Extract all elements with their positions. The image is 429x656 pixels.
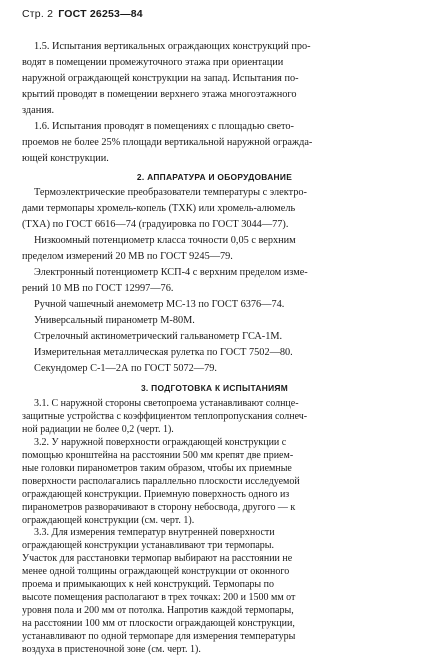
page-header xyxy=(22,8,143,20)
text-line: ограждающей конструкции (см. черт. 1). xyxy=(22,514,195,526)
text-line: 1.5. Испытания вертикальных ограждающих конструкций про- xyxy=(34,41,311,52)
text-line: Секундомер С-1—2А по ГОСТ 5072—79. xyxy=(34,363,217,374)
text-line: водят в помещении промежуточного этажа при ориентации xyxy=(22,57,284,68)
text-line: 3.3. Для измерения температур внутренней поверхности xyxy=(34,527,275,539)
text-line: устанавливают по одной термопаре для измерения температуры xyxy=(22,631,296,643)
standard-number: ГОСТ 26253—84 xyxy=(58,8,143,20)
section-heading-equipment: 2. АППАРАТУРА И ОБОРУДОВАНИЕ xyxy=(136,172,293,182)
text-line: (ТХА) по ГОСТ 6616—74 (градуировка по ГОСТ 3044—77). xyxy=(22,219,289,230)
text-line: крытий проводят в помещении верхнего этажа многоэтажного xyxy=(22,89,297,100)
text-line: рений 10 МВ по ГОСТ 12997—76. xyxy=(22,283,174,294)
text-line: проема и примыкающих к ней конструкций. Термопары по xyxy=(22,579,274,591)
text-line: ной радиации не более 0,2 (черт. 1). xyxy=(22,423,174,435)
section-heading-preparation: 3. ПОДГОТОВКА К ИСПЫТАНИЯМ xyxy=(140,383,289,393)
text-line: Ручной чашечный анемометр МС-13 по ГОСТ 6376—74. xyxy=(34,299,285,310)
text-line: пиранометров разворачивают в сторону небосвода, другого — к xyxy=(22,501,296,513)
text-line: Стрелочный актинометрический гальванометр ГСА-1М. xyxy=(34,331,283,342)
text-line: 1.6. Испытания проводят в помещениях с площадью свето- xyxy=(34,121,294,132)
text-line: дами термопары хромель-копель (ТХК) или хромель-алюмель xyxy=(22,203,296,214)
text-line: высоте помещения располагают в трех точках: 200 и 1500 мм от xyxy=(22,592,296,604)
text-line: менее одной толщины ограждающей конструкции от оконного xyxy=(22,566,290,578)
text-line: поверхности располагались параллельно плоскости исследуемой xyxy=(22,475,300,487)
text-line: ные головки пиранометров таким образом, чтобы их приемные xyxy=(22,462,292,474)
text-line: ющей конструкции. xyxy=(22,153,109,164)
page-number: Стр. 2 xyxy=(22,8,54,20)
text-line: 3.1. С наружной стороны светопроема устанавливают солнце- xyxy=(34,398,299,409)
text-line: Универсальный пиранометр М-80М. xyxy=(34,315,195,326)
text-line: ограждающей конструкции устанавливают три термопары. xyxy=(22,540,275,552)
text-line: Низкоомный потенциометр класса точности 0,05 с верхним xyxy=(34,235,296,246)
text-line: здания. xyxy=(22,105,55,116)
text-line: пределом измерений 20 МВ по ГОСТ 9245—79. xyxy=(22,251,233,262)
text-line: помощью кронштейна на расстоянии 500 мм крепят две прием- xyxy=(22,449,294,461)
text-line: наружной ограждающей конструкции на запад. Испытания по- xyxy=(22,73,299,84)
text-line: Термоэлектрические преобразователи температуры с электро- xyxy=(34,187,307,198)
text-line: ограждающей конструкции. Приемную поверхность одного из xyxy=(22,488,290,500)
text-line: Электронный потенциометр КСП-4 с верхним пределом изме- xyxy=(34,267,308,278)
text-line: защитные устройства с коэффициентом теплопропускания солнеч- xyxy=(22,410,308,422)
text-line: Измерительная металлическая рулетка по ГОСТ 7502—80. xyxy=(34,347,293,358)
text-line: на расстоянии 100 мм от плоскости ограждающей конструкции, xyxy=(22,618,295,630)
text-line: Участок для расстановки термопар выбирают на расстоянии не xyxy=(22,553,293,565)
text-line: воздуха в пристеночной зоне (см. черт. 1). xyxy=(22,644,201,655)
text-line: уровня пола и 200 мм от потолка. Напротив каждой термопары, xyxy=(22,605,294,617)
text-line: проемов не более 25% площади вертикальной наружной огражда- xyxy=(22,137,313,148)
text-line: 3.2. У наружной поверхности ограждающей конструкции с xyxy=(34,436,287,448)
